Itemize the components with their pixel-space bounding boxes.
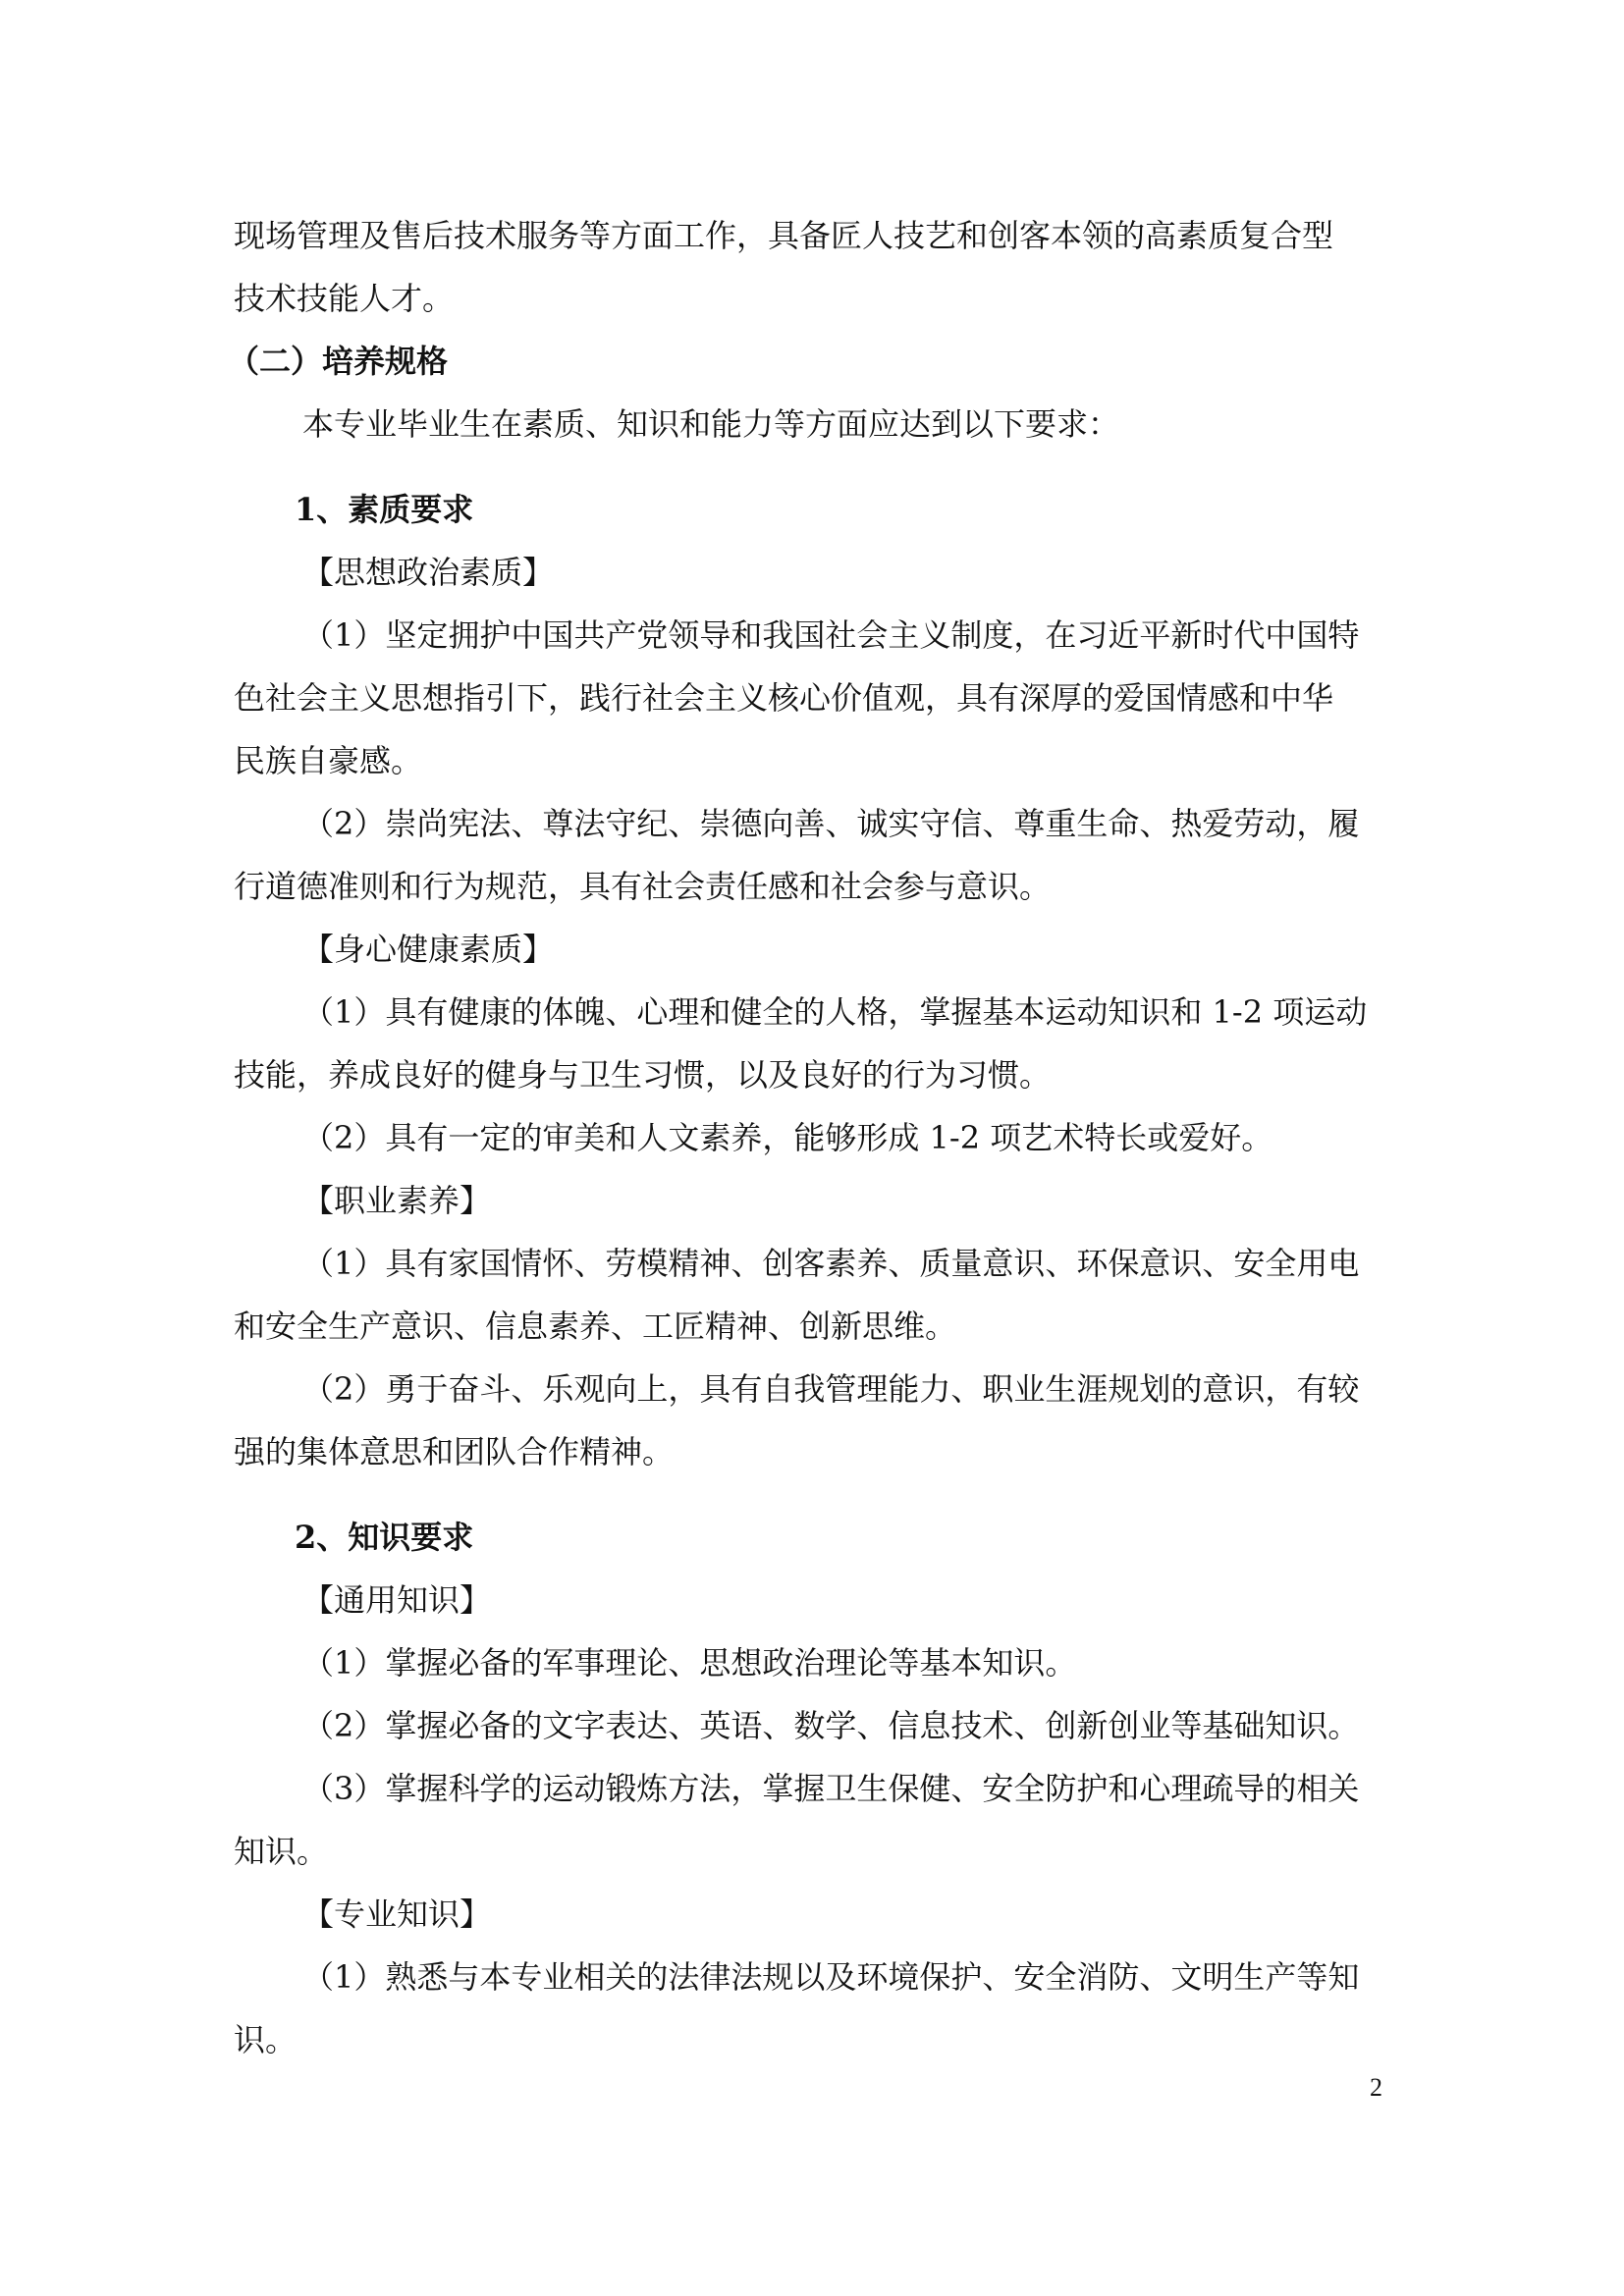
paragraph-line: （2）具有一定的审美和人文素养，能够形成 1-2 项艺术特长或爱好。	[302, 1119, 1273, 1156]
paragraph-line: （1）熟悉与本专业相关的法律法规以及环境保护、安全消防、文明生产等知	[302, 1958, 1360, 1996]
section-heading: （二）培养规格	[228, 343, 449, 380]
paragraph-line: （1）具有家国情怀、劳模精神、创客素养、质量意识、环保意识、安全用电	[302, 1245, 1360, 1282]
paragraph-line: 技能，养成良好的健身与卫生习惯，以及良好的行为习惯。	[234, 1056, 1052, 1094]
paragraph-line: （1）掌握必备的军事理论、思想政治理论等基本知识。	[302, 1644, 1077, 1682]
category-label: 【身心健康素质】	[302, 931, 555, 968]
paragraph-line: 本专业毕业生在素质、知识和能力等方面应达到以下要求：	[302, 405, 1120, 443]
paragraph-line: （2）掌握必备的文字表达、英语、数学、信息技术、创新创业等基础知识。	[302, 1707, 1360, 1744]
category-label: 【通用知识】	[302, 1581, 492, 1619]
paragraph-line: （1）具有健康的体魄、心理和健全的人格，掌握基本运动知识和 1-2 项运动	[302, 993, 1368, 1031]
paragraph-line: 现场管理及售后技术服务等方面工作，具备匠人技艺和创客本领的高素质复合型	[234, 217, 1334, 254]
paragraph-line: 技术技能人才。	[234, 280, 455, 317]
paragraph-line: 和安全生产意识、信息素养、工匠精神、创新思维。	[234, 1308, 957, 1345]
category-label: 【专业知识】	[302, 1896, 492, 1933]
subsection-heading: 2、知识要求	[295, 1519, 474, 1556]
category-label: 【职业素养】	[302, 1182, 492, 1219]
paragraph-line: 行道德准则和行为规范，具有社会责任感和社会参与意识。	[234, 868, 1052, 905]
paragraph-line: （3）掌握科学的运动锻炼方法，掌握卫生保健、安全防护和心理疏导的相关	[302, 1770, 1360, 1807]
paragraph-line: 识。	[234, 2021, 298, 2058]
paragraph-line: 色社会主义思想指引下，践行社会主义核心价值观，具有深厚的爱国情感和中华	[234, 679, 1334, 717]
paragraph-line: （2）勇于奋斗、乐观向上，具有自我管理能力、职业生涯规划的意识，有较	[302, 1370, 1360, 1408]
page-number: 2	[1370, 2073, 1382, 2102]
subsection-heading: 1、素质要求	[295, 491, 474, 528]
paragraph-line: 知识。	[234, 1833, 329, 1870]
category-label: 【思想政治素质】	[302, 554, 555, 591]
paragraph-line: （1）坚定拥护中国共产党领导和我国社会主义制度，在习近平新时代中国特	[302, 616, 1360, 654]
paragraph-line: 民族自豪感。	[234, 742, 423, 779]
paragraph-line: （2）崇尚宪法、尊法守纪、崇德向善、诚实守信、尊重生命、热爱劳动，履	[302, 805, 1360, 842]
paragraph-line: 强的集体意思和团队合作精神。	[234, 1433, 675, 1470]
